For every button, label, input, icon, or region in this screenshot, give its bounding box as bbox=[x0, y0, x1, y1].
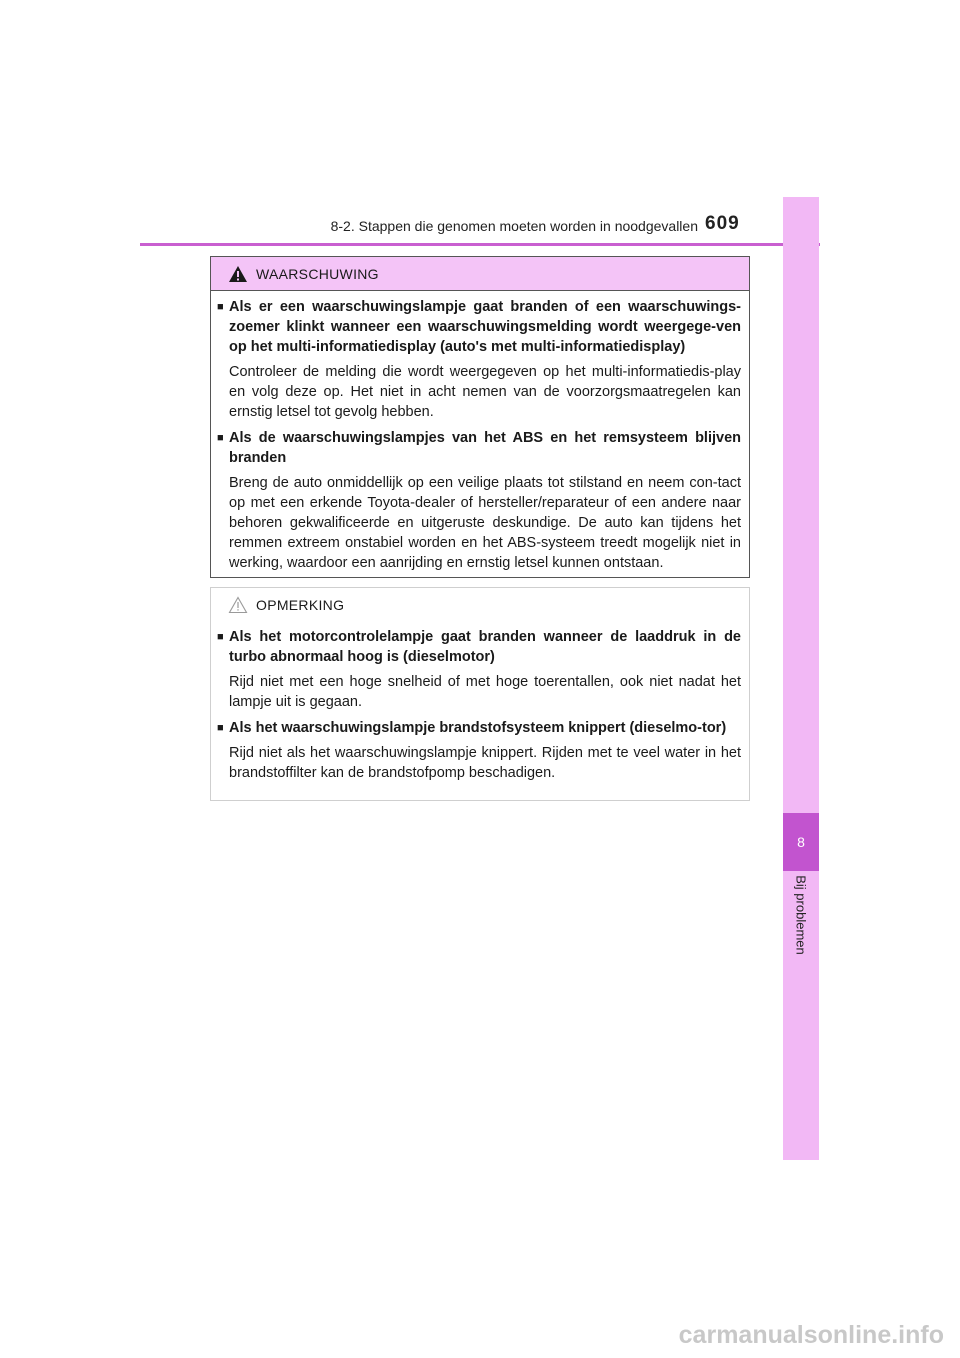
header-rule bbox=[140, 243, 820, 246]
bullet-square-icon: ■ bbox=[217, 722, 224, 734]
page-number: 609 bbox=[705, 213, 740, 234]
warning-item-text: Controleer de melding die wordt weergegeven op het multi-informatiedis-play en volg deze op. Het niet in acht nemen van de voorzorgsmaatregelen kan ernstig letsel tot gevolg hebben. bbox=[229, 364, 741, 420]
note-item-title: Als het waarschuwingslampje brandstofsysteem knippert (dieselmo-tor) bbox=[229, 720, 727, 736]
note-item-text: Rijd niet met een hoge snelheid of met hoge toerentallen, ook niet nadat het lampje uit is gegaan. bbox=[229, 674, 741, 710]
note-item bbox=[217, 718, 741, 783]
warning-item-title: Als er een waarschuwingslampje gaat branden of een waarschuwings-zoemer klinkt wanneer een waarschuwingsmelding wordt weergege-ven op het multi-informatiedisplay (auto's met multi-informatiedisplay) bbox=[229, 299, 741, 355]
bullet-square-icon: ■ bbox=[217, 432, 224, 444]
warning-item-text: Breng de auto onmiddellijk op een veilige plaats tot stilstand en neem con-tact op met een erkende Toyota-dealer of hersteller/reparateur of een andere naar behoren gekwalificeerde en uitgeruste deskundige. De auto kan tijdens het remmen extreem onstabiel worden en het ABS-systeem treedt mogelijk niet in werking, waardoor een aanrijding en ernstig letsel kunnen ontstaan. bbox=[229, 475, 741, 571]
warning-item bbox=[217, 297, 741, 422]
note-box bbox=[210, 587, 750, 801]
warning-header bbox=[211, 257, 749, 291]
chapter-side-strip bbox=[783, 197, 819, 1160]
watermark: carmanualsonline.info bbox=[678, 1321, 944, 1349]
note-heading: OPMERKING bbox=[256, 596, 345, 613]
note-item-text: Rijd niet als het waarschuwingslampje knippert. Rijden met te veel water in het brandstoffilter kan de brandstofpomp beschadigen. bbox=[229, 745, 741, 781]
warning-triangle-outline-icon bbox=[228, 596, 248, 614]
warning-box bbox=[210, 256, 750, 578]
warning-item-title: Als de waarschuwingslampjes van het ABS en het remsysteem blijven branden bbox=[229, 430, 741, 466]
chapter-tab bbox=[783, 813, 819, 871]
warning-item bbox=[217, 428, 741, 573]
section-title: 8-2. Stappen die genomen moeten worden in noodgevallen bbox=[330, 218, 698, 234]
bullet-square-icon: ■ bbox=[217, 631, 224, 643]
chapter-number: 8 bbox=[797, 834, 805, 850]
note-item bbox=[217, 627, 741, 712]
bullet-square-icon: ■ bbox=[217, 301, 224, 313]
note-header bbox=[211, 588, 749, 621]
chapter-label: Bij problemen bbox=[793, 875, 809, 955]
warning-heading: WAARSCHUWING bbox=[256, 265, 379, 282]
note-item-title: Als het motorcontrolelampje gaat branden wanneer de laaddruk in de turbo abnormaal hoog is (dieselmotor) bbox=[229, 629, 741, 665]
warning-triangle-filled-icon bbox=[228, 265, 248, 283]
